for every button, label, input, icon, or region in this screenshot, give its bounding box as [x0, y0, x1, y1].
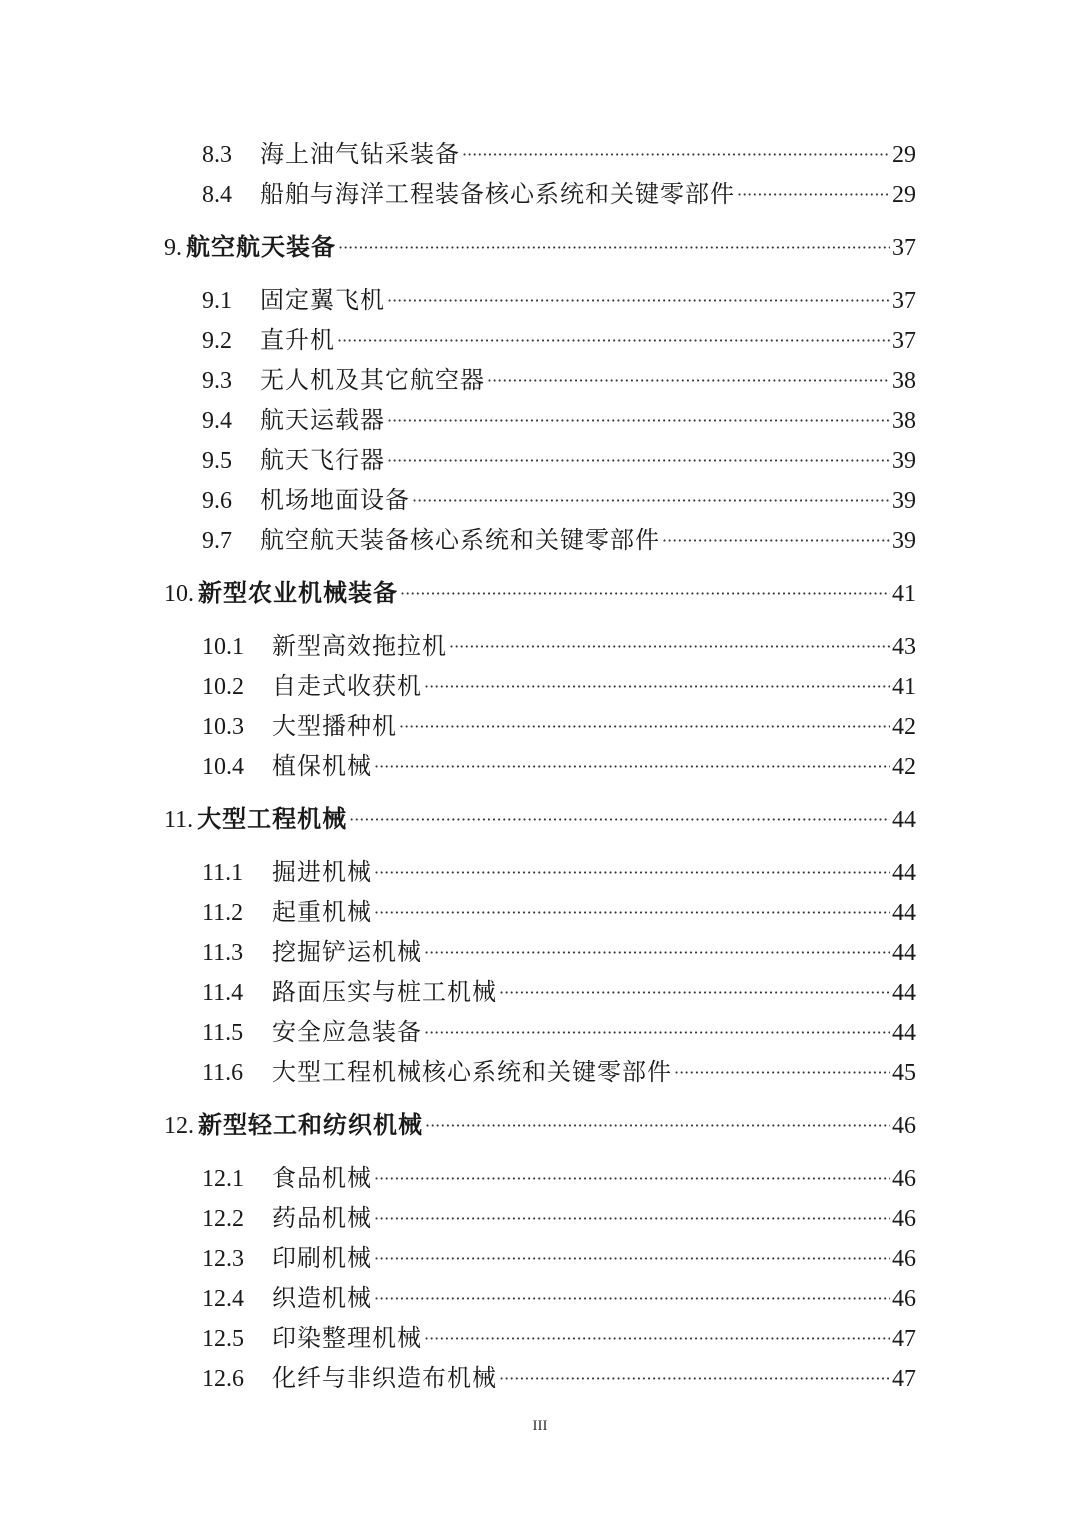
- page-number-footer: III: [532, 1418, 548, 1434]
- toc-entry-11-2[interactable]: [202, 892, 916, 932]
- entry-page: 39: [892, 528, 916, 554]
- toc-entry-9-2[interactable]: [202, 320, 916, 360]
- entry-page: 44: [892, 980, 916, 1006]
- dot-leader: [374, 1199, 890, 1239]
- entry-number: 8.4: [202, 182, 232, 208]
- toc-entry-12-1[interactable]: [202, 1158, 916, 1198]
- entry-page: 43: [892, 634, 916, 660]
- chapter-number: 9.: [164, 235, 182, 261]
- entry-title: 大型工程机械核心系统和关键零部件: [272, 1058, 672, 1086]
- toc-chapter-10[interactable]: [164, 573, 916, 613]
- entry-number: 9.1: [202, 288, 232, 314]
- entry-title: 食品机械: [272, 1164, 372, 1192]
- toc-entry-9-3[interactable]: [202, 360, 916, 400]
- entry-page: 41: [892, 581, 916, 607]
- dot-leader: [424, 1013, 890, 1053]
- entry-number: 10.2: [202, 674, 244, 700]
- entry-title: 掘进机械: [272, 858, 372, 886]
- toc-entry-10-2[interactable]: [202, 666, 916, 706]
- dot-leader: [387, 441, 890, 481]
- chapter-title: 新型轻工和纺织机械: [198, 1111, 423, 1139]
- entry-number: 12.2: [202, 1206, 244, 1232]
- entry-page: 39: [892, 448, 916, 474]
- entry-number: 12.4: [202, 1286, 244, 1312]
- entry-page: 42: [892, 754, 916, 780]
- toc-entry-10-1[interactable]: [202, 626, 916, 666]
- toc-chapter-9[interactable]: [164, 227, 916, 267]
- toc-entry-8-4[interactable]: [202, 174, 916, 214]
- dot-leader: [374, 1279, 890, 1319]
- entry-number: 10.4: [202, 754, 244, 780]
- dot-leader: [349, 800, 890, 840]
- dot-leader: [374, 1159, 890, 1199]
- entry-title: 药品机械: [272, 1204, 372, 1232]
- entry-number: 12.3: [202, 1246, 244, 1272]
- dot-leader: [674, 1053, 890, 1093]
- entry-number: 11.6: [202, 1060, 244, 1086]
- chapter-title: 航空航天装备: [186, 233, 336, 261]
- dot-leader: [338, 228, 890, 268]
- toc-entry-9-5[interactable]: [202, 440, 916, 480]
- entry-title: 航天飞行器: [260, 446, 385, 474]
- chapter-number: 12.: [164, 1113, 194, 1139]
- entry-title: 自走式收获机: [272, 672, 422, 700]
- dot-leader: [499, 973, 890, 1013]
- toc-entry-12-2[interactable]: [202, 1198, 916, 1238]
- toc-entry-10-3[interactable]: [202, 706, 916, 746]
- dot-leader: [424, 667, 890, 707]
- toc-entry-11-6[interactable]: [202, 1052, 916, 1092]
- entry-title: 无人机及其它航空器: [260, 366, 485, 394]
- entry-page: 46: [892, 1246, 916, 1272]
- dot-leader: [449, 627, 890, 667]
- entry-title: 挖掘铲运机械: [272, 938, 422, 966]
- entry-number: 9.2: [202, 328, 232, 354]
- dot-leader: [399, 707, 890, 747]
- entry-title: 机场地面设备: [260, 486, 410, 514]
- entry-page: 44: [892, 900, 916, 926]
- entry-title: 印染整理机械: [272, 1324, 422, 1352]
- entry-title: 大型播种机: [272, 712, 397, 740]
- dot-leader: [374, 1239, 890, 1279]
- toc-entry-12-6[interactable]: [202, 1358, 916, 1398]
- dot-leader: [487, 361, 890, 401]
- chapter-number: 10.: [164, 581, 194, 607]
- dot-leader: [374, 893, 890, 933]
- toc-entry-11-5[interactable]: [202, 1012, 916, 1052]
- toc-entry-11-1[interactable]: [202, 852, 916, 892]
- entry-title: 安全应急装备: [272, 1018, 422, 1046]
- entry-title: 印刷机械: [272, 1244, 372, 1272]
- dot-leader: [374, 853, 890, 893]
- entry-page: 46: [892, 1166, 916, 1192]
- toc-entry-11-3[interactable]: [202, 932, 916, 972]
- entry-title: 固定翼飞机: [260, 286, 385, 314]
- entry-page: 37: [892, 328, 916, 354]
- entry-page: 29: [892, 182, 916, 208]
- entry-number: 9.3: [202, 368, 232, 394]
- toc-entry-10-4[interactable]: [202, 746, 916, 786]
- entry-page: 47: [892, 1366, 916, 1392]
- dot-leader: [462, 135, 890, 175]
- toc-entry-12-5[interactable]: [202, 1318, 916, 1358]
- entry-number: 10.3: [202, 714, 244, 740]
- entry-number: 12.1: [202, 1166, 244, 1192]
- entry-title: 航空航天装备核心系统和关键零部件: [260, 526, 660, 554]
- toc-entry-12-4[interactable]: [202, 1278, 916, 1318]
- entry-page: 38: [892, 408, 916, 434]
- entry-number: 12.5: [202, 1326, 244, 1352]
- toc-entry-8-3[interactable]: [202, 134, 916, 174]
- toc-entry-12-3[interactable]: [202, 1238, 916, 1278]
- entry-page: 46: [892, 1286, 916, 1312]
- toc-entry-9-7[interactable]: [202, 520, 916, 560]
- entry-page: 42: [892, 714, 916, 740]
- dot-leader: [387, 281, 890, 321]
- entry-page: 38: [892, 368, 916, 394]
- dot-leader: [425, 1106, 890, 1146]
- entry-number: 9.6: [202, 488, 232, 514]
- toc-entry-9-1[interactable]: [202, 280, 916, 320]
- entry-number: 11.3: [202, 940, 244, 966]
- entry-number: 12.6: [202, 1366, 244, 1392]
- dot-leader: [499, 1359, 890, 1399]
- dot-leader: [387, 401, 890, 441]
- entry-page: 46: [892, 1113, 916, 1139]
- chapter-title: 新型农业机械装备: [198, 579, 398, 607]
- toc-chapter-12[interactable]: [164, 1105, 916, 1145]
- entry-title: 化纤与非织造布机械: [272, 1364, 497, 1392]
- entry-number: 9.5: [202, 448, 232, 474]
- entry-number: 10.1: [202, 634, 244, 660]
- dot-leader: [337, 321, 890, 361]
- entry-title: 起重机械: [272, 898, 372, 926]
- entry-page: 44: [892, 807, 916, 833]
- entry-number: 11.5: [202, 1020, 244, 1046]
- entry-number: 9.7: [202, 528, 232, 554]
- toc-entry-9-6[interactable]: [202, 480, 916, 520]
- entry-number: 8.3: [202, 142, 232, 168]
- toc-entry-11-4[interactable]: [202, 972, 916, 1012]
- chapter-title: 大型工程机械: [197, 805, 348, 833]
- entry-page: 47: [892, 1326, 916, 1352]
- entry-number: 9.4: [202, 408, 232, 434]
- entry-title: 海上油气钻采装备: [260, 140, 460, 168]
- entry-title: 船舶与海洋工程装备核心系统和关键零部件: [260, 180, 735, 208]
- toc-entry-9-4[interactable]: [202, 400, 916, 440]
- dot-leader: [424, 933, 890, 973]
- dot-leader: [424, 1319, 890, 1359]
- dot-leader: [374, 747, 890, 787]
- entry-number: 11.1: [202, 860, 244, 886]
- dot-leader: [662, 521, 890, 561]
- entry-page: 29: [892, 142, 916, 168]
- entry-page: 37: [892, 235, 916, 261]
- entry-number: 11.4: [202, 980, 244, 1006]
- dot-leader: [737, 175, 890, 215]
- entry-page: 46: [892, 1206, 916, 1232]
- entry-page: 45: [892, 1060, 916, 1086]
- entry-page: 39: [892, 488, 916, 514]
- entry-page: 37: [892, 288, 916, 314]
- entry-title: 织造机械: [272, 1284, 372, 1312]
- toc-chapter-11[interactable]: [164, 799, 916, 839]
- entry-title: 直升机: [260, 326, 335, 354]
- entry-title: 新型高效拖拉机: [272, 632, 447, 660]
- dot-leader: [412, 481, 890, 521]
- chapter-number: 11.: [164, 807, 194, 833]
- entry-page: 44: [892, 940, 916, 966]
- entry-page: 44: [892, 1020, 916, 1046]
- dot-leader: [400, 574, 890, 614]
- entry-title: 航天运载器: [260, 406, 385, 434]
- entry-title: 路面压实与桩工机械: [272, 978, 497, 1006]
- entry-page: 41: [892, 674, 916, 700]
- entry-title: 植保机械: [272, 752, 372, 780]
- entry-page: 44: [892, 860, 916, 886]
- entry-number: 11.2: [202, 900, 244, 926]
